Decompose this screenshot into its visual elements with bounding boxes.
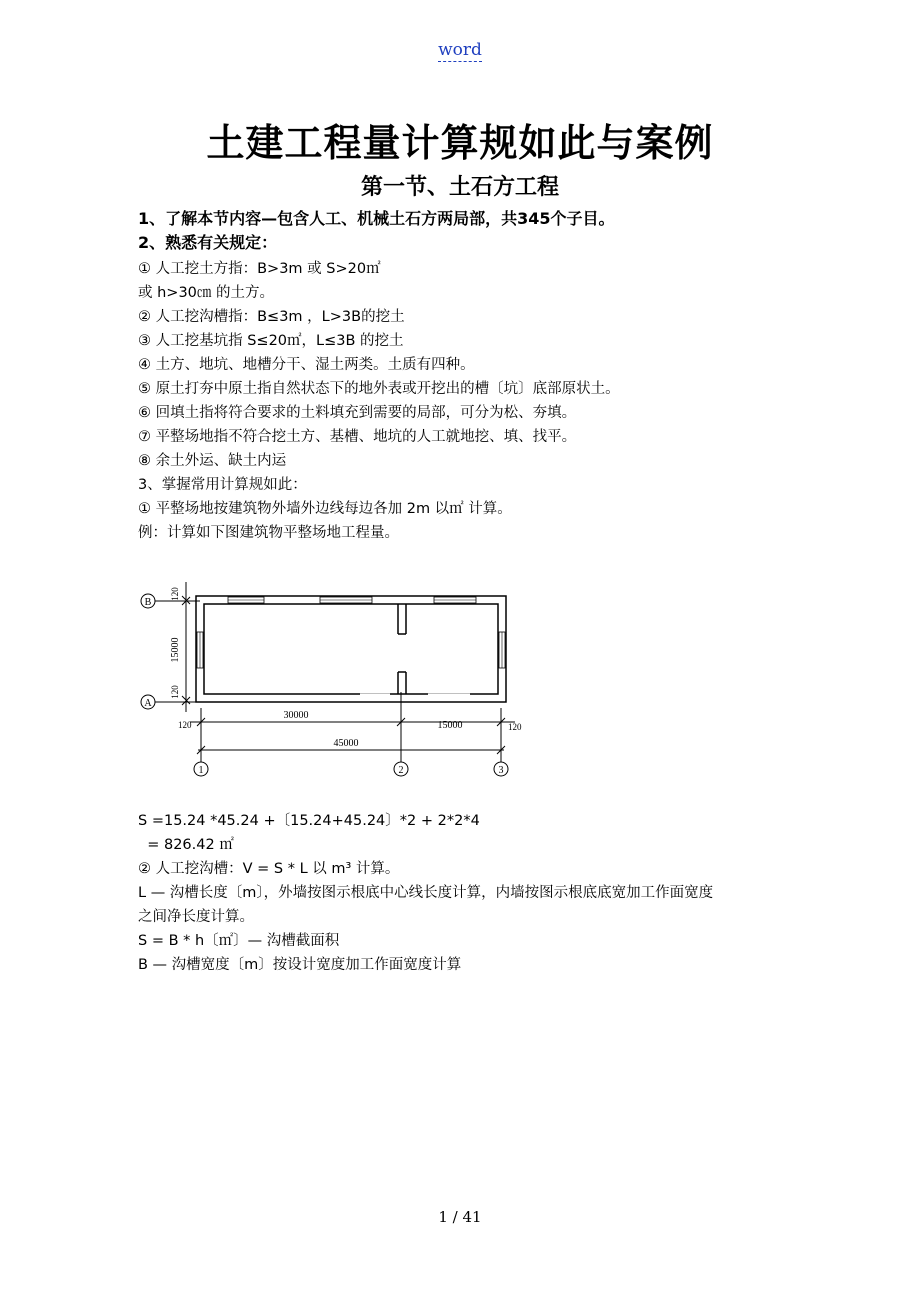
axis-a-label: A — [144, 698, 152, 709]
page-number: 1 / 41 — [438, 1208, 482, 1226]
dim-45000: 45000 — [333, 738, 359, 749]
trench-section-def: S = B * h〔㎡〕— 沟槽截面积 — [138, 933, 340, 949]
rule-item-5: ⑤ 原土打夯中原土指自然状态下的地外表或开挖出的槽〔坑〕底部原状土。 — [138, 381, 620, 397]
dim-30000: 30000 — [283, 710, 309, 721]
floor-plan-figure — [130, 572, 530, 787]
paragraph-rules-heading: 2、熟悉有关规定： — [138, 233, 278, 252]
dim-15000-vertical: 15000 — [170, 637, 181, 663]
axis-3-label: 3 — [498, 765, 504, 776]
calc-rule-2: ② 人工挖沟槽：V = S * L 以 m³ 计算。 — [138, 861, 400, 877]
calc-rules-heading: 3、掌握常用计算规如此： — [138, 477, 307, 493]
axis-b-label: B — [144, 597, 152, 608]
rule-item-8: ⑧ 余土外运、缺土内运 — [138, 453, 287, 469]
rule-item-3: ③ 人工挖基坑指 S≤20㎡，L≤3B 的挖土 — [138, 333, 404, 349]
rule-item-7: ⑦ 平整场地指不符合挖土方、基槽、地坑的人工就地挖、填、找平。 — [138, 429, 577, 445]
trench-width-def: B — 沟槽宽度〔m〕按设计宽度加工作面宽度计算 — [138, 957, 462, 973]
axis-2-label: 2 — [398, 765, 404, 776]
section-title: 第一节、土石方工程 — [360, 175, 559, 200]
formula-line-1: S =15.24 *45.24 +〔15.24+45.24〕*2 + 2*2*4 — [138, 813, 480, 829]
rule-item-4: ④ 土方、地坑、地槽分干、湿土两类。土质有四种。 — [138, 357, 475, 373]
trench-length-def-continued: 之间净长度计算。 — [138, 909, 254, 925]
dim-120-top: 120 — [170, 587, 180, 601]
paragraph-intro: 1、了解本节内容—包含人工、机械土石方两局部，共345个子目。 — [138, 209, 615, 228]
trench-length-def: L — 沟槽长度〔m〕，外墙按图示根底中心线长度计算，内墙按图示根底底宽加工作面宽度 — [138, 885, 714, 901]
dim-120-left: 120 — [170, 685, 180, 699]
rule-item-1-continued: 或 h>30㎝ 的土方。 — [138, 285, 275, 301]
rule-item-2: ② 人工挖沟槽指：B≤3m ，L>3B的挖土 — [138, 309, 405, 325]
page-header — [0, 40, 920, 60]
dim-15000-horizontal: 15000 — [437, 720, 463, 731]
formula-line-2: = 826.42 ㎡ — [138, 837, 234, 853]
rule-item-1: ① 人工挖土方指：B>3m 或 S>20㎡ — [138, 261, 381, 277]
calc-rule-1: ① 平整场地按建筑物外墙外边线每边各加 2m 以㎡ 计算。 — [138, 501, 512, 517]
rule-item-6: ⑥ 回填土指将符合要求的土料填充到需要的局部，可分为松、夯填。 — [138, 405, 577, 421]
header-word-link[interactable]: word — [438, 40, 482, 60]
document-title: 土建工程量计算规如此与案例 — [206, 121, 714, 165]
example-text: 例：计算如下图建筑物平整场地工程量。 — [138, 525, 399, 541]
dim-120-bottom-left: 120 — [178, 720, 192, 730]
axis-1-label: 1 — [198, 765, 204, 776]
dim-120-right: 120 — [508, 722, 522, 732]
